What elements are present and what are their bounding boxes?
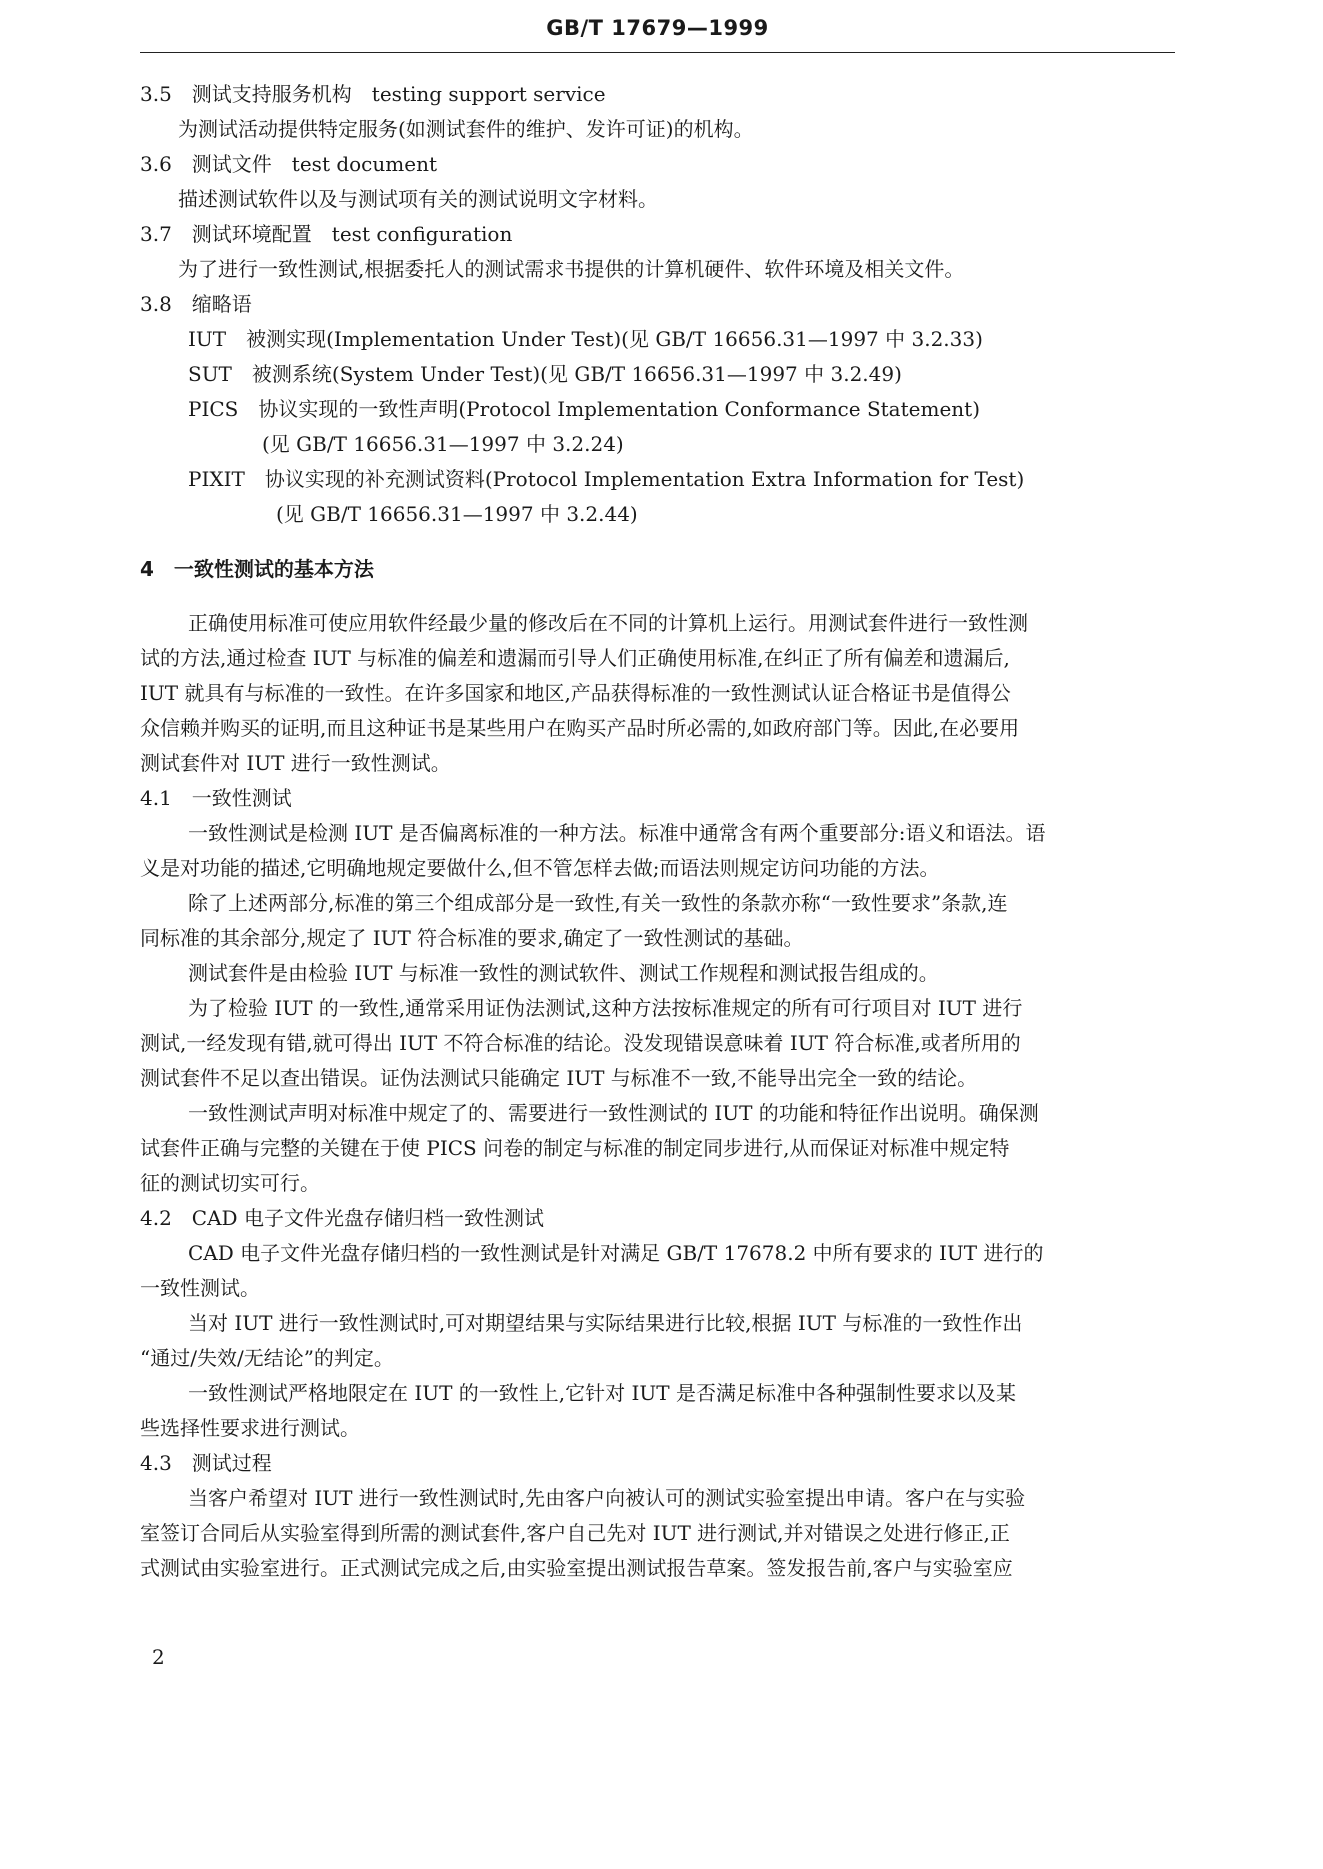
section-3-7-heading: 3.7 测试环境配置 test configuration [140, 222, 513, 246]
abbreviation-pics: PICS 协议实现的一致性声明(Protocol Implementation Conformance Statement) [188, 397, 981, 421]
section-4-2-paragraph-line: CAD 电子文件光盘存储归档的一致性测试是针对满足 GB/T 17678.2 中所有要求的 IUT 进行的 [188, 1241, 1044, 1265]
section-4-1-paragraph-line: 一致性测试是检测 IUT 是否偏离标准的一种方法。标准中通常含有两个重要部分:语义和语法。语 [188, 821, 1046, 845]
section-4-1-paragraph-line: 征的测试切实可行。 [140, 1171, 320, 1195]
section-4-paragraph-line: 测试套件对 IUT 进行一致性测试。 [140, 751, 451, 775]
section-4-1-paragraph-line: 测试套件不足以查出错误。证伪法测试只能确定 IUT 与标准不一致,不能导出完全一致的结论。 [140, 1066, 978, 1090]
section-4-3-paragraph-line: 当客户希望对 IUT 进行一致性测试时,先由客户向被认可的测试实验室提出申请。客户在与实验 [188, 1486, 1026, 1510]
section-4-paragraph-line: IUT 就具有与标准的一致性。在许多国家和地区,产品获得标准的一致性测试认证合格证书是值得公 [140, 681, 1011, 705]
section-4-paragraph-line: 试的方法,通过检查 IUT 与标准的偏差和遗漏而引导人们正确使用标准,在纠正了所有偏差和遗漏后, [140, 646, 1010, 670]
section-3-5-heading: 3.5 测试支持服务机构 testing support service [140, 82, 606, 106]
section-4-2-paragraph-line: 一致性测试。 [140, 1276, 260, 1300]
section-4-heading: 4 一致性测试的基本方法 [140, 557, 374, 581]
section-3-6-heading: 3.6 测试文件 test document [140, 152, 437, 176]
section-4-1-paragraph-line: 测试套件是由检验 IUT 与标准一致性的测试软件、测试工作规程和测试报告组成的。 [188, 961, 939, 985]
section-3-8-heading: 3.8 缩略语 [140, 292, 252, 316]
section-4-1-paragraph-line: 为了检验 IUT 的一致性,通常采用证伪法测试,这种方法按标准规定的所有可行项目对 IUT 进行 [188, 996, 1023, 1020]
abbreviation-pics-reference: (见 GB/T 16656.31—1997 中 3.2.24) [262, 432, 624, 456]
header-rule [140, 52, 1175, 53]
section-4-1-paragraph-line: 除了上述两部分,标准的第三个组成部分是一致性,有关一致性的条款亦称“一致性要求”条款,连 [188, 891, 1008, 915]
section-3-7-definition: 为了进行一致性测试,根据委托人的测试需求书提供的计算机硬件、软件环境及相关文件。 [178, 257, 965, 281]
section-4-1-paragraph-line: 一致性测试声明对标准中规定了的、需要进行一致性测试的 IUT 的功能和特征作出说明。确保测 [188, 1101, 1039, 1125]
section-4-paragraph-line: 正确使用标准可使应用软件经最少量的修改后在不同的计算机上运行。用测试套件进行一致性测 [188, 611, 1028, 635]
section-4-2-paragraph-line: “通过/失效/无结论”的判定。 [140, 1346, 394, 1370]
abbreviation-pixit-reference: (见 GB/T 16656.31—1997 中 3.2.44) [276, 502, 638, 526]
section-3-6-definition: 描述测试软件以及与测试项有关的测试说明文字材料。 [178, 187, 658, 211]
section-4-1-paragraph-line: 测试,一经发现有错,就可得出 IUT 不符合标准的结论。没发现错误意味着 IUT 符合标准,或者所用的 [140, 1031, 1021, 1055]
page-number: 2 [152, 1645, 165, 1669]
section-4-1-paragraph-line: 试套件正确与完整的关键在于使 PICS 问卷的制定与标准的制定同步进行,从而保证对标准中规定特 [140, 1136, 1010, 1160]
section-4-3-heading: 4.3 测试过程 [140, 1451, 272, 1475]
section-4-3-paragraph-line: 式测试由实验室进行。正式测试完成之后,由实验室提出测试报告草案。签发报告前,客户与实验室应 [140, 1556, 1013, 1580]
section-4-1-paragraph-line: 义是对功能的描述,它明确地规定要做什么,但不管怎样去做;而语法则规定访问功能的方法。 [140, 856, 940, 880]
section-4-paragraph-line: 众信赖并购买的证明,而且这种证书是某些用户在购买产品时所必需的,如政府部门等。因此,在必要用 [140, 716, 1020, 740]
section-4-3-paragraph-line: 室签订合同后从实验室得到所需的测试套件,客户自己先对 IUT 进行测试,并对错误之处进行修正,正 [140, 1521, 1010, 1545]
abbreviation-pixit: PIXIT 协议实现的补充测试资料(Protocol Implementation Extra Information for Test) [188, 467, 1025, 491]
section-4-2-heading: 4.2 CAD 电子文件光盘存储归档一致性测试 [140, 1206, 544, 1230]
section-4-2-paragraph-line: 当对 IUT 进行一致性测试时,可对期望结果与实际结果进行比较,根据 IUT 与标准的一致性作出 [188, 1311, 1023, 1335]
section-4-2-paragraph-line: 些选择性要求进行测试。 [140, 1416, 360, 1440]
section-4-2-paragraph-line: 一致性测试严格地限定在 IUT 的一致性上,它针对 IUT 是否满足标准中各种强制性要求以及某 [188, 1381, 1016, 1405]
section-4-1-paragraph-line: 同标准的其余部分,规定了 IUT 符合标准的要求,确定了一致性测试的基础。 [140, 926, 804, 950]
section-3-5-definition: 为测试活动提供特定服务(如测试套件的维护、发许可证)的机构。 [178, 117, 754, 141]
abbreviation-iut: IUT 被测实现(Implementation Under Test)(见 GB/T 16656.31—1997 中 3.2.33) [188, 327, 983, 351]
section-4-1-heading: 4.1 一致性测试 [140, 786, 292, 810]
abbreviation-sut: SUT 被测系统(System Under Test)(见 GB/T 16656.31—1997 中 3.2.49) [188, 362, 902, 386]
page-header-title: GB/T 17679—1999 [546, 16, 769, 40]
